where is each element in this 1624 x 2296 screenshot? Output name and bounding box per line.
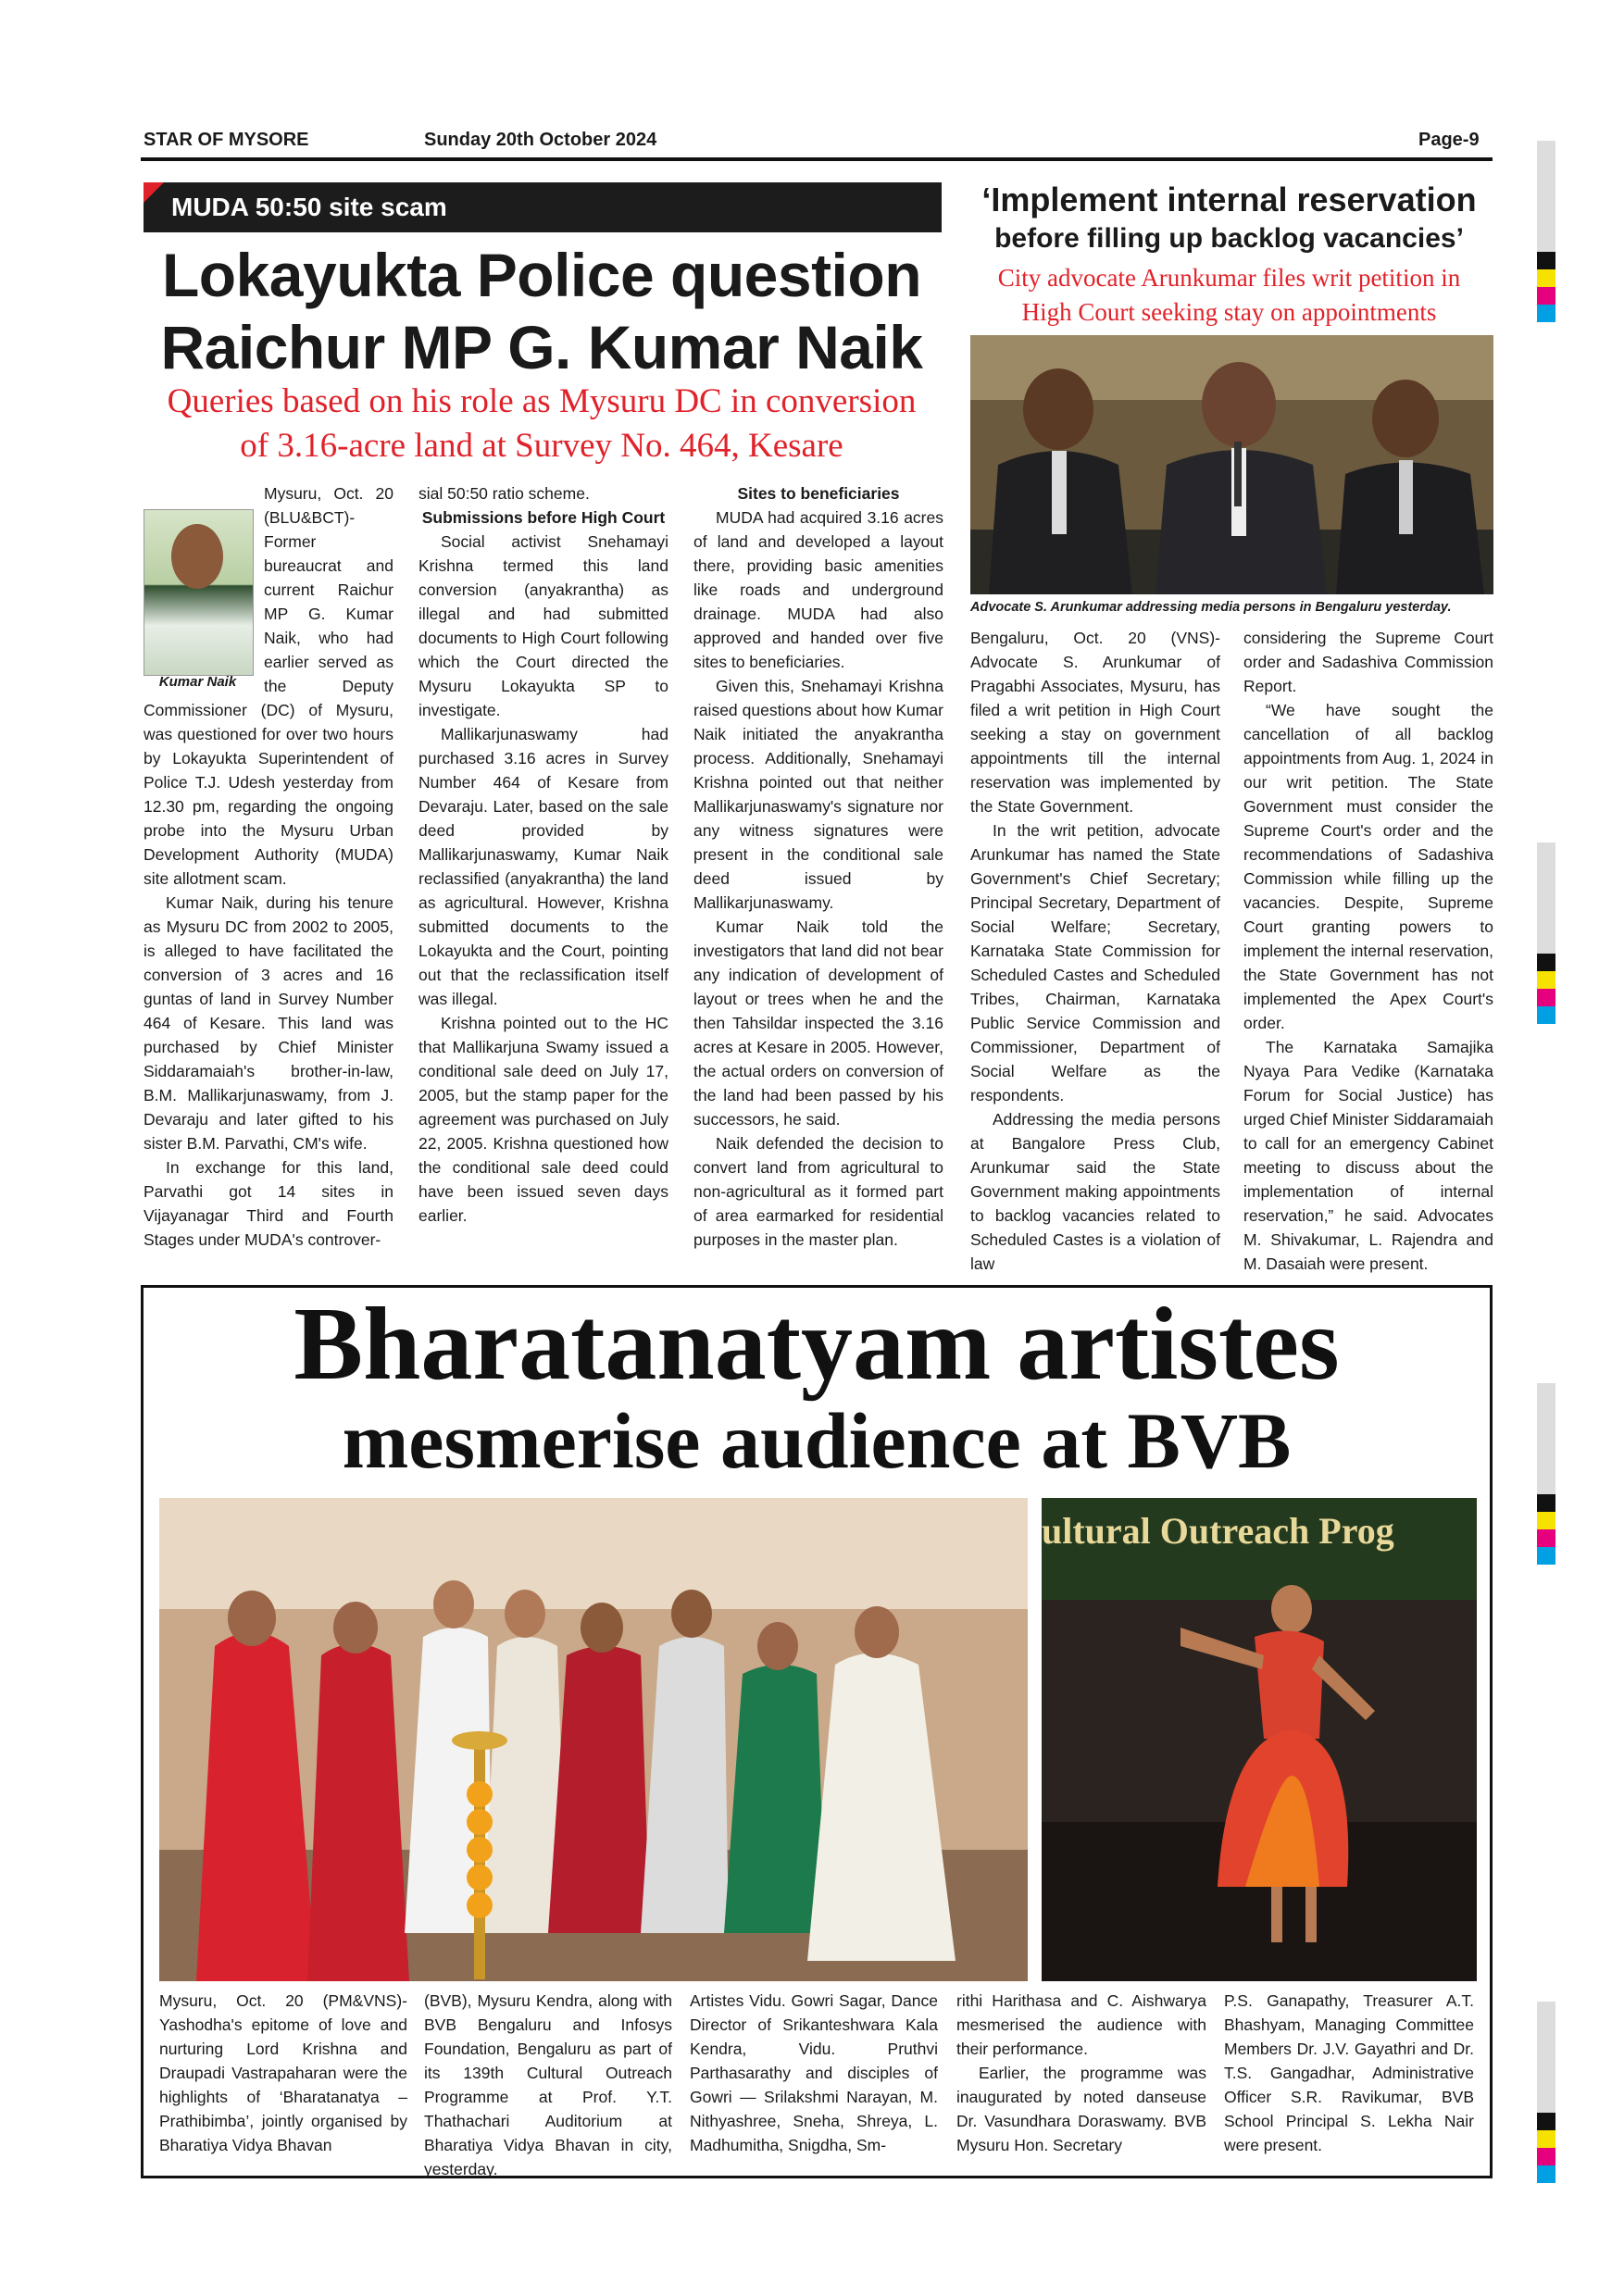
article1-col3-para3: Kumar Naik told the investigators that land did not bear any indication of development of layout or trees when he and the then Tahsildar inspected the 3.16 acres at Kesare in 2005. However, the actual orders on conversion of the land had been passed by his successors, he said.	[693, 917, 943, 1129]
article1-col2-para1: Social activist Snehamayi Krishna termed this land conversion (anyakrantha) as illegal and had submitted documents to High Court following which the Court directed the Mysuru Lokayukta SP to investigate.	[418, 532, 668, 719]
article2-deck-line2: High Court seeking stay on appointments	[1021, 298, 1437, 326]
registration-marks-lower	[1537, 1383, 1555, 1565]
article1-column-1	[144, 481, 394, 1252]
lamp-lighting-illustration	[159, 1498, 1028, 1981]
registration-marks-top	[1537, 141, 1555, 322]
article1-col1-para2: Kumar Naik, during his tenure as Mysuru DC from 2002 to 2005, is alleged to have facilitated the conversion of 3 acres and 16 guntas of land in Survey Number 464 of Kesare. This land was purchased by Chief Minister Siddaramaiah's brother-in-law, B.M. Mallikarjunaswamy, from J. Devaraju and later gifted to his sister B.M. Parvathi, CM's wife.	[144, 893, 394, 1153]
masthead-page-number: Page-9	[1418, 130, 1480, 150]
article2-deck-line1: City advocate Arunkumar files writ petition in	[997, 264, 1461, 292]
article2-column-1	[970, 626, 1220, 1276]
photo-float-spacer	[144, 481, 264, 693]
registration-marks-bottom	[1537, 2002, 1555, 2183]
article1-deck-line1: Queries based on his role as Mysuru DC in conversion	[167, 382, 917, 420]
article1-column-2	[418, 481, 668, 1228]
article3-column-2: (BVB), Mysuru Kendra, along with BVB Bengaluru and Infosys Foundation, Bengaluru as part of its 139th Cultural Outreach Programme at Prof. Y.T. Thathachari Auditorium at Bharatiya Vidya Bhavan in city, yesterday.	[424, 1991, 672, 2178]
article1-deck	[139, 380, 944, 468]
press-conference-caption: Advocate S. Arunkumar addressing media persons in Bengaluru yesterday.	[970, 600, 1452, 615]
article2-headline-line1: ‘Implement internal reservation	[981, 181, 1477, 218]
article1-col2-subhead: Submissions before High Court	[421, 508, 666, 527]
article1-col2-lead: sial 50:50 ratio scheme.	[418, 484, 590, 503]
article3-headline-line2: mesmerise audience at BVB	[342, 1396, 1292, 1485]
article1-col3-para1: MUDA had acquired 3.16 acres of land and developed a layout there, providing basic amenities like roads and underground drainage. MUDA had also approved and handed over five sites to beneficiaries.	[693, 508, 943, 671]
article2-col2-lead: considering the Supreme Court order and Sadashiva Commission Report.	[1243, 629, 1493, 695]
article1-column-3	[693, 481, 943, 1252]
article1-kicker: MUDA 50:50 site scam	[144, 182, 942, 232]
lamp-lighting-photo	[159, 1498, 1028, 1981]
article3-column-4	[956, 1989, 1206, 2157]
article2-headline-line2: before filling up backlog vacancies’	[994, 223, 1464, 254]
article1-col3-para4: Naik defended the decision to convert land from agricultural to non-agricultural as it formed part of area earmarked for residential purposes in the master plan.	[693, 1134, 943, 1249]
article3-headline-line1: Bharatanatyam artistes	[294, 1287, 1340, 1402]
cultural-outreach-banner-text: ultural Outreach Prog	[1042, 1510, 1394, 1552]
article1-col3-para2: Given this, Snehamayi Krishna raised questions about how Kumar Naik initiated the anyakrantha process. Additionally, Snehamayi Krishna pointed out that neither Mallikarjunaswamy's signature nor any witness signatures were present in the conditional sale deed issued by Mallikarjunaswamy.	[693, 677, 943, 912]
article2-col1-para1: Bengaluru, Oct. 20 (VNS)- Advocate S. Arunkumar of Pragabhi Associates, Mysuru, has filed a writ petition in High Court seeking a stay on government appointments till the internal reservation was implemented by the State Government.	[970, 629, 1220, 816]
masthead-paper-name: STAR OF MYSORE	[144, 130, 309, 150]
article1-col1-para3: In exchange for this land, Parvathi got 14 sites in Vijayanagar Third and Fourth Stages under MUDA's controver-	[144, 1158, 394, 1249]
article3-col4-para1: rithi Harithasa and C. Aishwarya mesmerised the audience with their performance.	[956, 1991, 1206, 2058]
article1-col1-para1: Mysuru, Oct. 20 (BLU&BCT)- Former bureaucrat and current Raichur MP G. Kumar Naik, who had earlier served as the Deputy Commissioner (DC) of Mysuru, was questioned for over two hours by Lokayukta Superintendent of Police T.J. Udesh yesterday from 12.30 pm, regarding the ongoing probe into the Mysuru Urban Development Authority (MUDA) site allotment scam.	[144, 484, 394, 888]
kumar-naik-photo-caption: Kumar Naik	[158, 674, 237, 690]
article1-headline	[139, 239, 944, 383]
masthead-date: Sunday 20th October 2024	[424, 130, 657, 150]
masthead-rule	[141, 157, 1493, 161]
article1-col2-para3: Krishna pointed out to the HC that Mallikarjuna Swamy issued a conditional sale deed on July 17, 2005, but the stamp paper for the agreement was purchased on July 22, 2005. Krishna questioned how the conditional sale deed could have been issued seven days earlier.	[418, 1014, 668, 1225]
article2-col1-para3: Addressing the media persons at Bangalore Press Club, Arunkumar said the State Government making appointments to backlog vacancies related to Scheduled Castes is a violation of law	[970, 1110, 1220, 1273]
article1-headline-line1: Lokayukta Police question	[161, 241, 922, 309]
article2-column-2	[1243, 626, 1493, 1276]
article1-col3-subhead: Sites to beneficiaries	[737, 484, 900, 503]
article2-col2-para1: “We have sought the cancellation of all backlog appointments from Aug. 1, 2024 in our writ petition. The State Government must consider the Supreme Court's order and the recommendations of Sadashiva Commission while filling up the vacancies. Despite, Supreme Court granting powers to implement the internal reservation, the State Government has not implemented the Apex Court's order.	[1243, 701, 1493, 1032]
article1-deck-line2: of 3.16-acre land at Survey No. 464, Kesare	[240, 427, 843, 465]
article3-column-1: Mysuru, Oct. 20 (PM&VNS)- Yashodha's epitome of love and nurturing Lord Krishna and Draupadi Vastrapaharan were the highlights of ‘Bharatanatya – Prathibimba’, jointly organised by Bharatiya Vidya Bhavan	[159, 1991, 407, 2154]
article1-col2-para2: Mallikarjunaswamy had purchased 3.16 acres in Survey Number 464 of Kesare from Devaraju. Later, based on the sale deed provided by Mallikarjunaswamy, Kumar Naik reclassified (anyakrantha) the land as agricultural. However, Krishna submitted documents to the Lokayukta and the Court, pointing out that the reclassification itself was illegal.	[418, 725, 668, 1008]
registration-marks-mid	[1537, 842, 1555, 1024]
kicker-red-corner	[144, 182, 164, 203]
press-conference-illustration	[970, 335, 1493, 594]
article3-column-3: Artistes Vidu. Gowri Sagar, Dance Director of Srikanteshwara Kala Kendra, Vidu. Pruthvi Parthasarathy and disciples of Gowri — Srilakshmi Narayan, M. Nithyashree, Sneha, Shreya, L. Madhumitha, Snigdha, Sm-	[690, 1991, 938, 2154]
article2-deck	[963, 261, 1495, 330]
dancer-illustration	[1042, 1498, 1477, 1981]
article2-col2-para2: The Karnataka Samajika Nyaya Para Vedike (Karnataka Forum for Social Justice) has urged Chief Minister Siddaramaiah to call for an emergency Cabinet meeting to discuss about the implementation of internal reservation,” he said. Advocates M. Shivakumar, L. Rajendra and M. Dasaiah were present.	[1243, 1038, 1493, 1273]
article1-headline-line2: Raichur MP G. Kumar Naik	[160, 313, 923, 381]
article3-col4-para2: Earlier, the programme was inaugurated by noted danseuse Dr. Vasundhara Doraswamy. BVB Mysuru Hon. Secretary	[956, 2064, 1206, 2154]
press-conference-photo	[970, 335, 1493, 594]
article3-column-5: P.S. Ganapathy, Treasurer A.T. Bhashyam, Managing Committee Members Dr. J.V. Gayathri and Dr. T.S. Gangadhar, Administrative Officer S.R. Ravikumar, BVB School Principal S. Lekha Nair were present.	[1224, 1991, 1474, 2154]
article2-col1-para2: In the writ petition, advocate Arunkumar has named the State Government's Chief Secretary; Principal Secretary, Department of Social Welfare; Secretary, Karnataka State Commission for Scheduled Castes and Scheduled Tribes, Chairman, Karnataka Public Service Commission and Commissioner, Department of Social Welfare as the respondents.	[970, 821, 1220, 1104]
dancer-photo	[1042, 1498, 1477, 1981]
